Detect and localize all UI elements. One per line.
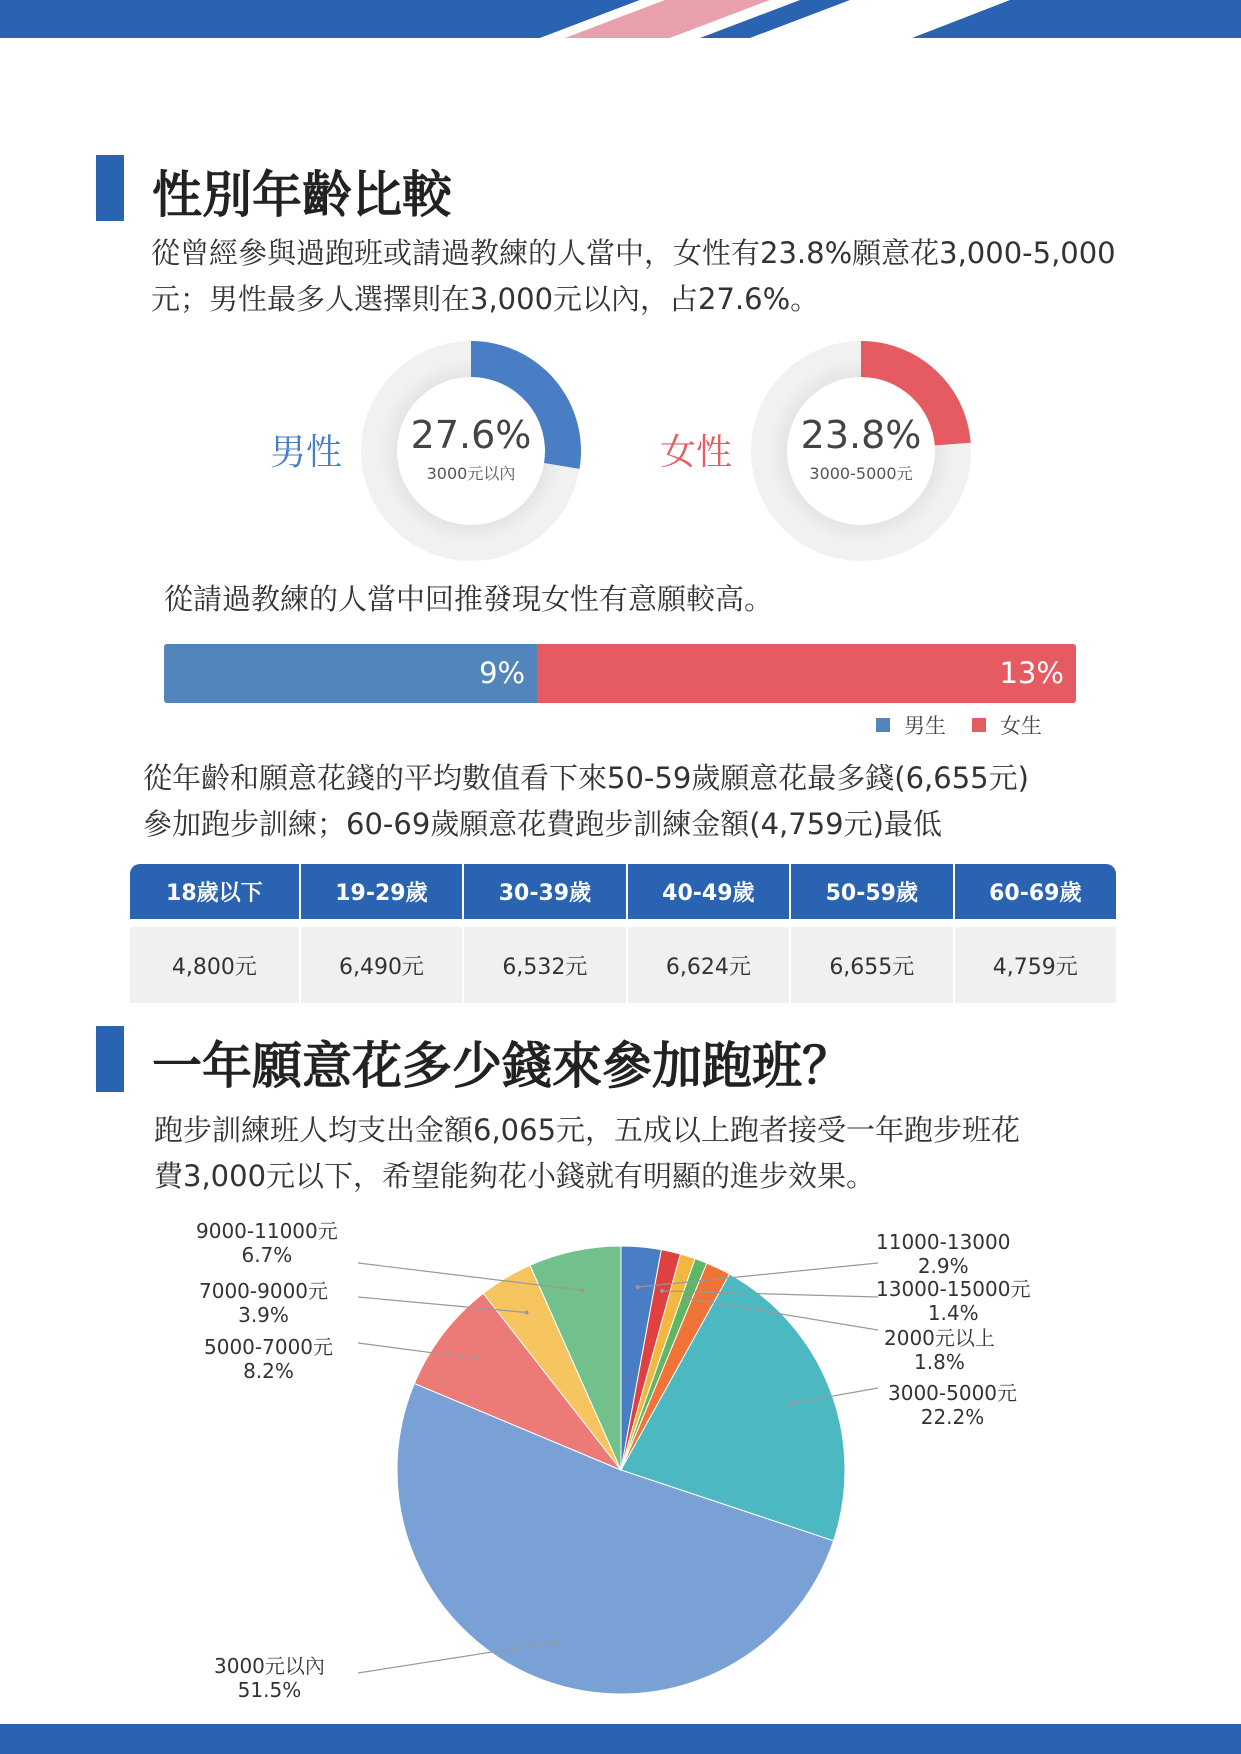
- pie-label-value: 2.9%: [917, 1254, 969, 1278]
- legend-swatch-male: [876, 718, 890, 732]
- table-header: 60-69歲: [955, 864, 1116, 919]
- pie-label-value: 6.7%: [241, 1243, 293, 1267]
- donut-percent-female: 23.8%: [800, 413, 922, 457]
- table-header: 40-49歲: [628, 864, 789, 919]
- pie-label-value: 1.4%: [927, 1301, 979, 1325]
- pie-label-name: 11000-13000: [876, 1230, 1011, 1254]
- donut-percent-male: 27.6%: [410, 413, 532, 457]
- table-header: 30-39歲: [464, 864, 625, 919]
- bar-segment-female: [537, 644, 1076, 703]
- spending-pie-chart: [0, 1200, 1241, 1720]
- pie-label-name: 3000-5000元: [888, 1381, 1018, 1405]
- paragraph-line: 費3,000元以下，希望能夠花小錢就有明顯的進步效果。: [154, 1159, 876, 1193]
- top-banner: [0, 0, 1241, 38]
- paragraph-line: 從曾經參與過跑班或請過教練的人當中，女性有23.8%願意花3,000-5,000: [151, 236, 1116, 270]
- bar-segment-male: [164, 644, 537, 703]
- section-title: 一年願意花多少錢來參加跑班？: [152, 1037, 852, 1095]
- table-cell: 6,655元: [791, 927, 952, 1003]
- pie-label-name: 9000-11000元: [196, 1219, 338, 1243]
- paragraph-line: 元；男性最多人選擇則在3,000元以內，占27.6%。: [151, 282, 820, 316]
- paragraph-line: 跑步訓練班人均支出金額6,065元，五成以上跑者接受一年跑步班花: [154, 1113, 1021, 1147]
- bar-label-male: 9%: [479, 656, 526, 690]
- pie-label-over-2000: [884, 1326, 995, 1374]
- table-cell: 4,800元: [130, 927, 299, 1003]
- pie-leader-dot: [554, 1640, 558, 1644]
- table-cell: 4,759元: [955, 927, 1116, 1003]
- pie-leader-dot: [660, 1289, 664, 1293]
- pie-label-7000-9000: [199, 1279, 328, 1327]
- pie-label-5000-7000: [204, 1335, 333, 1383]
- table-cell: 6,532元: [464, 927, 625, 1003]
- pie-leader-dot: [581, 1288, 585, 1292]
- pie-leader-dot: [525, 1310, 529, 1314]
- legend-label-female: 女生: [1000, 714, 1042, 738]
- pie-label-value: 22.2%: [920, 1405, 985, 1429]
- stacked-bar: [164, 644, 1076, 703]
- bottom-banner: [0, 1724, 1241, 1754]
- section-marker: [96, 155, 124, 221]
- age-spending-table: [128, 864, 1118, 1003]
- bar-label-female: 13%: [999, 656, 1064, 690]
- paragraph-line: 從年齡和願意花錢的平均數值看下來50-59歲願意花最多錢(6,655元): [143, 761, 1029, 795]
- pie-label-11000-13000: [876, 1230, 1010, 1278]
- legend-item-female: [972, 710, 1042, 740]
- table-cell: 6,624元: [628, 927, 789, 1003]
- pie-label-value: 8.2%: [243, 1359, 294, 1383]
- section-marker: [96, 1026, 124, 1092]
- pie-label-name: 3000元以內: [214, 1654, 325, 1678]
- pie-label-value: 3.9%: [238, 1303, 289, 1327]
- donut-label-female: 女性: [660, 432, 733, 473]
- pie-leader-dot: [473, 1356, 477, 1360]
- pie-label-13000-15000: [876, 1277, 1030, 1325]
- section-paragraph: [151, 230, 1116, 322]
- pie-leader-dot: [685, 1296, 689, 1300]
- pie-label-under-3000: [214, 1654, 325, 1702]
- table-header: 50-59歲: [791, 864, 952, 919]
- table-header: 18歲以下: [130, 864, 299, 919]
- bar-intro: [164, 576, 773, 622]
- age-paragraph: [143, 755, 1029, 847]
- legend-swatch-female: [972, 718, 986, 732]
- donut-sub-male: 3000元以內: [426, 464, 516, 483]
- table-row: [130, 927, 1116, 1003]
- pie-label-9000-11000: [196, 1219, 338, 1267]
- legend-label-male: 男生: [904, 714, 946, 738]
- pie-label-name: 5000-7000元: [204, 1335, 334, 1359]
- section-paragraph: [154, 1107, 1020, 1199]
- pie-label-name: 13000-15000元: [876, 1277, 1031, 1301]
- pie-leader-dot: [636, 1285, 640, 1289]
- paragraph-line: 參加跑步訓練；60-69歲願意花費跑步訓練金額(4,759元)最低: [143, 807, 942, 841]
- pie-label-name: 7000-9000元: [199, 1279, 329, 1303]
- pie-leader-dot: [790, 1401, 794, 1405]
- legend-item-male: [876, 710, 946, 740]
- pie-label-value: 1.8%: [914, 1350, 965, 1374]
- table-header: 19-29歲: [301, 864, 462, 919]
- pie-label-value: 51.5%: [237, 1678, 302, 1702]
- pie-label-3000-5000: [888, 1381, 1017, 1429]
- donut-sub-female: 3000-5000元: [809, 464, 913, 483]
- bar-legend: [876, 710, 1042, 740]
- bar-intro-text: 從請過教練的人當中回推發現女性有意願較高。: [164, 582, 774, 616]
- table-header-row: [130, 864, 1116, 919]
- donut-label-male: 男性: [270, 432, 343, 473]
- table-cell: 6,490元: [301, 927, 462, 1003]
- section-title: 性別年齡比較: [152, 166, 452, 224]
- pie-label-name: 2000元以上: [884, 1326, 995, 1350]
